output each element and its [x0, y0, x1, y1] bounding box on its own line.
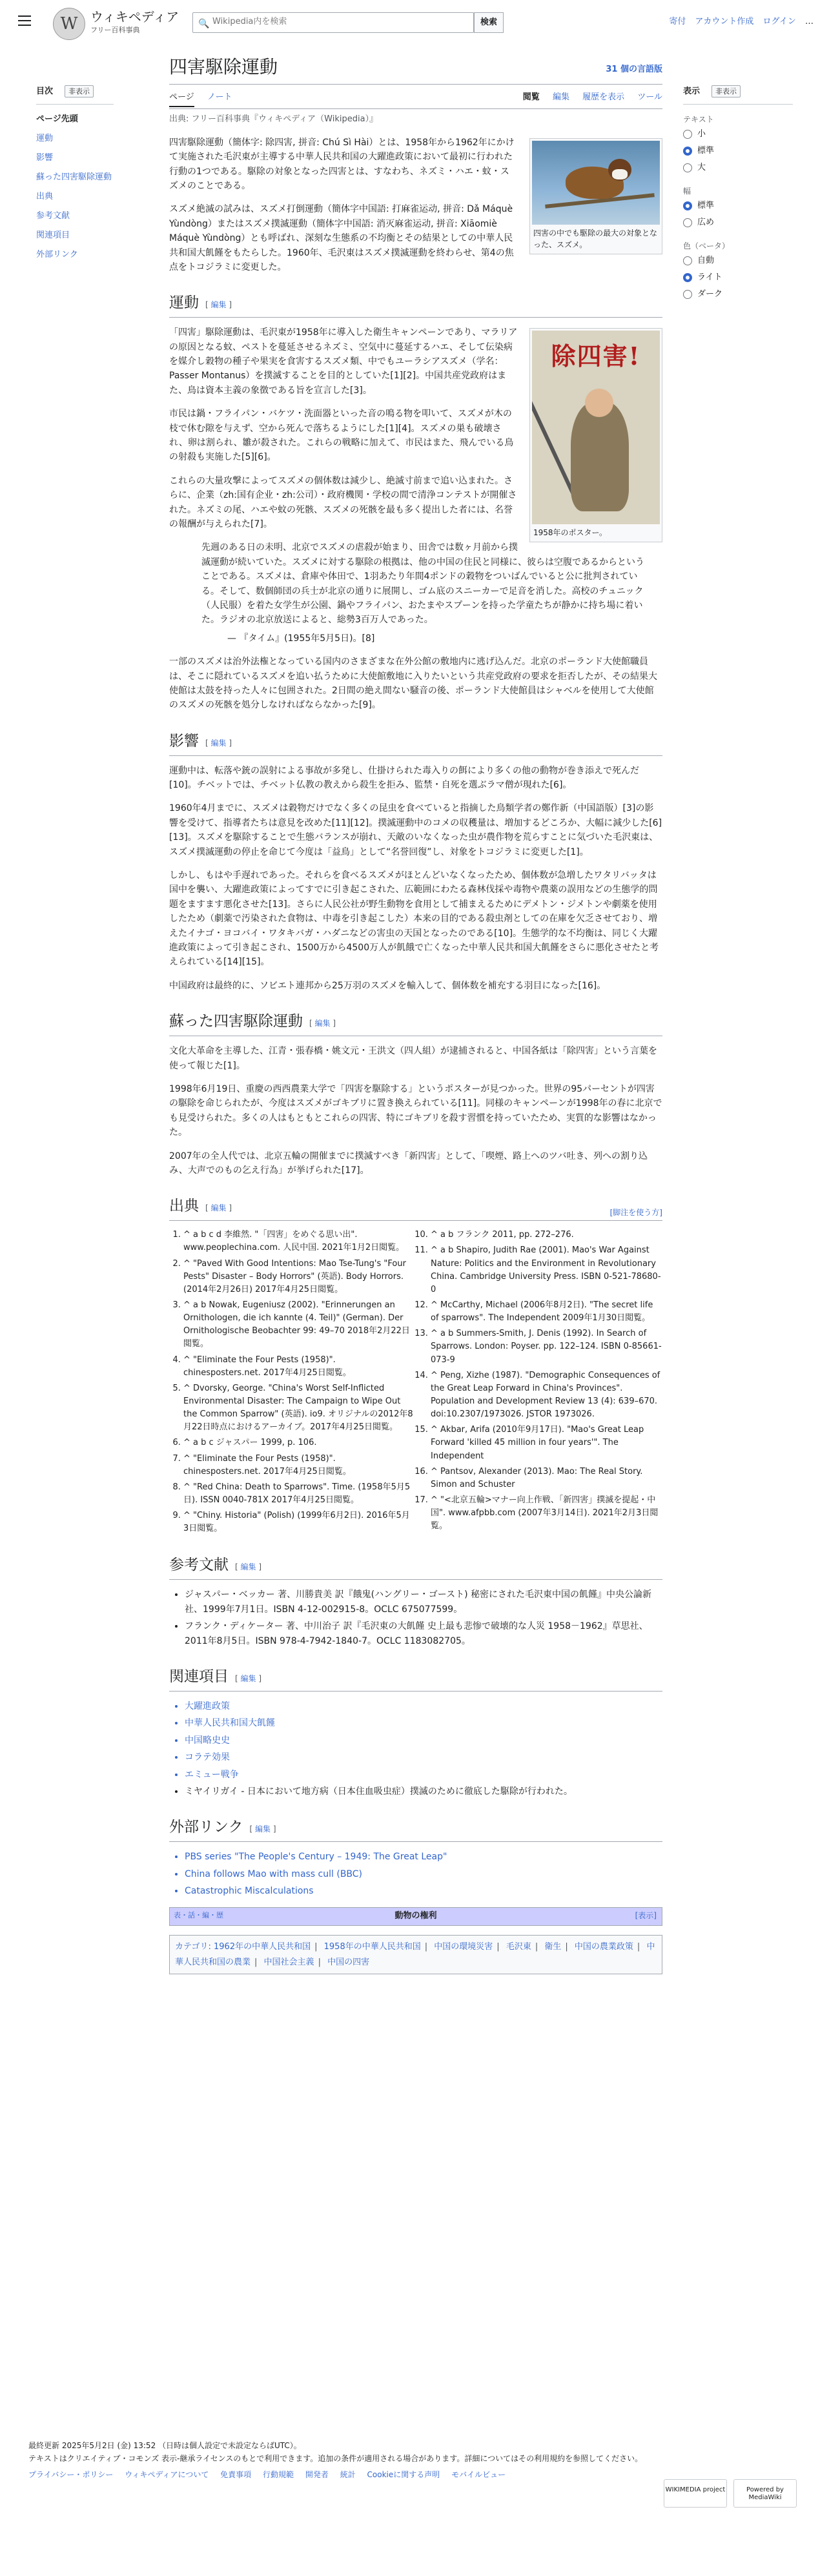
wikimedia-badge[interactable]: WIKIMEDIA project: [664, 2479, 727, 2508]
reference-item[interactable]: 14. ^ Peng, Xizhe (1987). "Demographic Consequences of the Great Leap Forward in China's Provinces". Population and Development Review 13 (4): 639–670. doi:10.2307/1973026. JSTOR 1973026.: [431, 1369, 662, 1422]
external-links-list: [185, 1850, 662, 1898]
footer-link[interactable]: 免責事項: [220, 2469, 252, 2479]
bibliography-list: [185, 1588, 662, 1648]
related-item[interactable]: • エミュー戦争: [185, 1768, 662, 1782]
edit-section-link[interactable]: [ 編集 ]: [250, 1825, 276, 1834]
refs-toggle-link[interactable]: [脚注を使う方]: [609, 1208, 662, 1218]
appearance-panel: [683, 85, 793, 303]
reference-item[interactable]: 17. ^ "<北京五輪>マナー向上作戦、「新四害」撲滅を提起・中国". www.afpbb.com (2007年3月14日). 2021年2月3日閲覧。: [431, 1494, 662, 1533]
footer-link[interactable]: プライバシー・ポリシー: [28, 2469, 114, 2479]
reference-list: [183, 1229, 662, 1537]
section-heading-impact: 影響[ 編集 ]: [169, 731, 662, 756]
category-link[interactable]: 中国社会主義: [263, 1957, 314, 1967]
revived-paragraph-3: 2007年の全人代では、北京五輪の開催までに撲滅すべき「新四害」として、「喫煙、路上へのツバ吐き、列への割り込み、大声でのもの乞え行為」が挙げられた[17]。: [169, 1150, 648, 1176]
poster-caption: 1958年のポスター。: [533, 528, 608, 538]
sparrow-figure: [529, 138, 662, 254]
reference-item[interactable]: 2. ^ "Paved With Good Intentions: Mao Tse-Tung's "Four Pests" Disaster – Body Horrors" (英語). Body Horrors. (2014年2月26日) 2017年4月25日閲覧。: [183, 1258, 415, 1296]
section-heading-campaign: 運動[ 編集 ]: [169, 292, 662, 318]
site-title: ウィキペディア: [90, 9, 179, 25]
toc-title: 目次: [36, 87, 54, 96]
section-heading-revived: 蘇った四害駆除運動[ 編集 ]: [169, 1011, 662, 1036]
footer-link[interactable]: ウィキペディアについて: [125, 2469, 209, 2479]
related-item[interactable]: • ミヤイリガイ - 日本において地方病（日本住血吸虫症）撲滅のために徹底した駆除が行われた。: [185, 1784, 662, 1799]
poster-figure: [529, 328, 662, 542]
radio-icon: [683, 256, 692, 265]
article-content: [169, 54, 662, 1974]
tab-read[interactable]: 閲覧: [522, 92, 540, 102]
category-link[interactable]: 中国の四害: [327, 1957, 370, 1967]
width-standard[interactable]: 標準: [683, 198, 793, 214]
related-list: [185, 1699, 662, 1799]
toc-item-bibliography[interactable]: 参考文献: [36, 210, 70, 221]
edit-section-link[interactable]: [ 編集 ]: [235, 1674, 261, 1683]
radio-selected-icon: [683, 201, 692, 210]
text-size-standard[interactable]: 標準: [683, 143, 793, 159]
reference-item[interactable]: 8. ^ "Red China: Death to Sparrows". Time. (1958年5月5日). ISSN 0040-781X 2017年4月25日閲覧。: [183, 1481, 415, 1507]
source-note: 出典: フリー百科事典『ウィキペディア（Wikipedia）』: [169, 114, 378, 124]
page-title: 四害駆除運動: [169, 54, 662, 85]
intro-paragraph-2: スズメ絶滅の試みは、スズメ打倒運動（簡体字中国語: 打麻雀运动, 拼音: Dǎ Máquè Yùndòng）またはスズメ撲滅運動（簡体字中国語: 消灭麻雀运动, 拼音: Xiāomiè Máquè Yùndòng）とも呼ばれ、深刻な生態系の不均衡とその結果としての中華人民共和国大飢饉をもたらした。1960年、毛沢東はスズメ撲滅運動を終わらせ、第4の焦点をトコジラミに変更した。: [169, 204, 514, 272]
tab-page[interactable]: ページ: [169, 92, 194, 107]
appearance-hide-button[interactable]: 非表示: [711, 85, 741, 97]
search-box: [192, 12, 474, 33]
reference-item[interactable]: 7. ^ "Eliminate the Four Pests (1958)". chinesposters.net. 2017年4月25日閲覧。: [183, 1453, 415, 1478]
language-button[interactable]: 31 個の言語版: [606, 65, 662, 74]
footer-link[interactable]: 行動規範: [263, 2469, 294, 2479]
license-text: テキストはクリエイティブ・コモンズ 表示-継承ライセンスのもとで利用できます。追加の条件が適用される場合があります。詳細についてはその利用規約を参照してください。: [28, 2454, 643, 2464]
category-link[interactable]: 中国の農業政策: [574, 1942, 633, 1952]
wikipedia-globe-logo[interactable]: W: [53, 8, 85, 40]
footer-link[interactable]: Cookieに関する声明: [367, 2469, 440, 2479]
section-heading-bibliography: 参考文献[ 編集 ]: [169, 1555, 662, 1580]
external-link[interactable]: • PBS series "The People's Century – 1949: The Great Leap": [185, 1850, 662, 1864]
site-wordmark[interactable]: [90, 9, 179, 36]
text-size-label: テキスト: [683, 114, 714, 124]
width-label: 幅: [683, 186, 691, 196]
color-label: 色（ベータ）: [683, 241, 730, 251]
edit-section-link[interactable]: [ 編集 ]: [309, 1019, 336, 1028]
page-tabs: [169, 85, 662, 109]
footer-link[interactable]: 統計: [340, 2469, 356, 2479]
radio-selected-icon: [683, 147, 692, 156]
navbox-show-button[interactable]: [表示]: [635, 1911, 657, 1921]
footer-link[interactable]: モバイルビュー: [451, 2469, 506, 2479]
bibliography-item[interactable]: • ジャスパー・ベッカー 著、川勝貴美 訳『餓鬼(ハングリー・ゴースト) 秘密にされた毛沢東中国の飢饉』中央公論新社、1999年7月1日。ISBN 4-12-002915-8。OCLC 675077599。: [185, 1588, 662, 1617]
related-item[interactable]: • 中国略史史: [185, 1733, 662, 1748]
intro-paragraph-1: 四害駆除運動（簡体字: 除四害, 拼音: Chú Sì Hài）とは、1958年から1962年にかけて実施された毛沢東が主導する中華人民共和国の大躍進政策において最初に行われた行動の1つである。駆除の対象となった四害とは、すなわち、ネズミ・ハエ・蚊・スズメのことである。: [169, 137, 515, 191]
category-link[interactable]: 1958年の中華人民共和国: [323, 1942, 421, 1952]
category-link[interactable]: 中国の環境災害: [434, 1942, 493, 1952]
radio-icon: [683, 218, 692, 227]
toc-item-revived[interactable]: 蘇った四害駆除運動: [36, 172, 112, 182]
related-item[interactable]: • 大躍進政策: [185, 1699, 662, 1713]
radio-icon: [683, 163, 692, 172]
category-link[interactable]: 衛生: [544, 1942, 562, 1952]
poster-slogan: 除四害!: [551, 342, 641, 371]
impact-paragraph-4: 中国政府は最終的に、ソビエト連邦から25万羽のスズメを輸入して、個体数を補充する羽目になった[16]。: [169, 980, 606, 991]
edit-section-link[interactable]: [ 編集 ]: [205, 300, 232, 309]
edit-section-link[interactable]: [ 編集 ]: [235, 1562, 261, 1571]
reference-item[interactable]: 13. ^ a b Summers-Smith, J. Denis (1992). In Search of Sparrows. London: Poyser. pp. 122–124. ISBN 0-85661-073-9: [431, 1327, 662, 1366]
tab-tools[interactable]: ツール: [637, 92, 662, 102]
poster-image[interactable]: [532, 331, 660, 524]
footer-link[interactable]: 開発者: [305, 2469, 329, 2479]
campaign-paragraph-1: 「四害」駆除運動は、毛沢東が1958年に導入した衛生キャンペーンであり、マラリアの原因となる蚊、ペストを蔓延させるネズミ、空気中に蔓延するハエ、そして伝染病を媒介し穀物の種子や果実を食害するスズメ類、中でもユーラシアスズメ（学名：Passer Montanus）を撲滅することを目的としていた[1][2]。中国共産党政府はまた、鳥は資本主義の象徴である旨を宣言した[3]。: [169, 327, 518, 396]
radio-selected-icon: [683, 273, 692, 282]
reference-item[interactable]: 6. ^ a b c ジャスパー 1999, p. 106.: [183, 1436, 415, 1449]
appearance-title: 表示: [683, 87, 701, 96]
revived-paragraph-2: 1998年6月19日、重慶の西西農業大学で「四害を駆除する」というポスターが見つかった。世界の95パーセントが四害の駆除を命じられたが、今度はスズメがゴキブリに置き換えられている[11]。同様のキャンペーンが1998年の春に北京でも見受けられた。多くの人はもともとこれらの四害、特にゴキブリを殺す習慣を持っていたため、実質的な影響はなかった。: [169, 1083, 662, 1138]
reference-item[interactable]: 16. ^ Pantsov, Alexander (2013). Mao: The Real Story. Simon and Schuster: [431, 1466, 662, 1491]
navbox-title[interactable]: 動物の権利: [394, 1911, 437, 1921]
section-heading-related: 関連項目[ 編集 ]: [169, 1666, 662, 1692]
toc-hide-button[interactable]: 非表示: [65, 85, 94, 97]
color-dark[interactable]: ダーク: [683, 286, 793, 303]
tab-history[interactable]: 履歴を表示: [582, 92, 625, 102]
radio-icon: [683, 130, 692, 139]
text-size-large[interactable]: 大: [683, 159, 793, 176]
external-link[interactable]: • China follows Mao with mass cull (BBC): [185, 1867, 662, 1881]
tab-talk[interactable]: ノート: [207, 92, 232, 102]
category-box: カテゴリ: 1962年の中華人民共和国 | 1958年の中華人民共和国 | 中国の環境災害 | 毛沢東 | 衛生 | 中国の農業政策 | 中華人民共和国の農業 | 中国社会主義 | 中国の四害: [169, 1935, 662, 1974]
toc-item-related[interactable]: 関連項目: [36, 230, 70, 240]
related-item[interactable]: • 中華人民共和国大飢饉: [185, 1716, 662, 1730]
site-subtitle: フリー百科事典: [90, 26, 140, 34]
campaign-paragraph-3: これらの大量攻撃によってスズメの個体数は減少し、絶滅寸前まで追い込まれた。さらに、企業（zh:国有企业・zh:公司）・政府機関・学校の間で清浄コンテストが開催された。ネズミの尾、ハエや蚊の死骸、スズメの死骸を最も多く提出した者には、名誉の報酬が与えられた[7]。: [169, 475, 517, 529]
table-of-contents: [36, 85, 114, 265]
campaign-paragraph-4: 一部のスズメは治外法権となっている国内のさまざまな在外公館の敷地内に逃げ込んだ。北京のポーランド大使館職員は、そこに隠れているスズメを追い払うために大使館敷地に入りたいという共産党政府の要求を拒否したが、その結果大使館は太鼓を持った人々に包囲された。2日間の絶え間ない騒音の後、ポーランド大使館員はシャベルを使用して大使館のスズメの死骸を処分しなければならなかった[9]。: [169, 657, 657, 711]
quote-text: 先週のある日の未明、北京でスズメの虐殺が始まり、田舎では数ヶ月前から撲滅運動が続いていた。スズメに対する駆除の根拠は、他の中国の住民と同様に、彼らは空腹であるからということである。スズメは、倉庫や体田で、1羽あたり年間4ポンドの穀物をついばんでいると公に批判されている。そして、数個師団の兵士が北京の通りに展開し、ゴム底のスニーカーで足音を消した。高校のチュニック（人民服）を着た女学生が公園、鍋やフライパン、おたまやスプーンを持った学童たちが静かに持ち場に着いた。ラジオの北京放送によると、総勢3百万人であった。: [201, 542, 644, 626]
reference-item[interactable]: 12. ^ McCarthy, Michael (2006年8月2日). "The secret life of sparrows". The Independent 2009年1月30日閲覧。: [431, 1299, 662, 1325]
reference-item[interactable]: 5. ^ Dvorsky, George. "China's Worst Self-Inflicted Environmental Disaster: The Campaign to Wipe Out the Common Sparrow" (英語). io9. オリジナルの2012年8月22日時点におけるアーカイブ。2017年4月25日閲覧。: [183, 1382, 415, 1435]
search-icon: 🔍: [198, 19, 210, 29]
main-menu-icon[interactable]: [18, 15, 31, 26]
toc-item-sources[interactable]: 出典: [36, 191, 54, 201]
sparrow-image[interactable]: [532, 141, 660, 225]
impact-paragraph-1: 運動中は、転落や銃の誤射による事故が多発し、仕掛けられた毒入りの餌により多くの他の動物が巻き添えで死んだ[10]。チベットでは、チベット仏教の教えから殺生を拒み、監禁・自死を選ぶラマ僧が現れた[6]。: [169, 765, 639, 791]
campaign-paragraph-2: 市民は鍋・フライパン・バケツ・洗面器といった音の鳴る物を叩いて、スズメが木の枝で休む隙を与えず、空から死んで落ちるようにした[1][4]。スズメの巣も破壊され、卵は割られ、雛が殺された。これらの戦略に加えて、市民はまた、飛んでいる鳥の射殺も実施した[5][6]。: [169, 409, 514, 463]
tab-edit[interactable]: 編集: [552, 92, 569, 102]
category-link[interactable]: 1962年の中華人民共和国: [214, 1942, 311, 1952]
reference-item[interactable]: 15. ^ Akbar, Arifa (2010年9月17日). "Mao's Great Leap Forward 'killed 45 million in four years'". The Independent: [431, 1424, 662, 1462]
radio-icon: [683, 290, 692, 299]
create-account-link[interactable]: アカウント作成: [695, 17, 754, 26]
revived-paragraph-1: 文化大革命を主導した、江青・張春橋・姚文元・王洪文（四人組）が逮捕されると、中国各紙は「除四害」という言葉を使って報じた[1]。: [169, 1046, 657, 1071]
bibliography-item[interactable]: • フランク・ディケーター 著、中川治子 訳『毛沢東の大飢饉 史上最も悲惨で破壊的な人災 1958－1962』草思社、2011年8月5日。ISBN 978-4-7942-1840-7。OCLC 1183082705。: [185, 1619, 662, 1648]
quote-citation: — 『タイム』(1955年5月5日)。[8]: [227, 633, 375, 644]
page-footer: [28, 2439, 803, 2481]
toc-item-top[interactable]: ページ先頭: [36, 114, 78, 124]
login-link[interactable]: ログイン: [762, 17, 796, 26]
edit-section-link[interactable]: [ 編集 ]: [205, 739, 232, 748]
search-input[interactable]: [212, 17, 432, 26]
reference-item[interactable]: 1. ^ a b c d 李維然. "「四害」をめぐる思い出". www.peoplechina.com. 人民中国. 2021年1月2日閲覧。: [183, 1229, 415, 1254]
color-light[interactable]: ライト: [683, 269, 793, 286]
categories-label[interactable]: カテゴリ:: [175, 1942, 211, 1952]
search-button[interactable]: 検索: [474, 12, 504, 33]
category-link[interactable]: 中華人民共和国の農業: [175, 1942, 655, 1967]
section-heading-external: 外部リンク[ 編集 ]: [169, 1817, 662, 1842]
toc-item-campaign[interactable]: 運動: [36, 133, 54, 143]
time-quote: [189, 540, 662, 646]
reference-item[interactable]: 9. ^ "Chiny. Historia" (Polish) (1999年6月2日). 2016年5月3日閲覧。: [183, 1509, 415, 1535]
reference-item[interactable]: 10. ^ a b フランク 2011, pp. 272–276.: [431, 1229, 662, 1242]
section-heading-sources: 出典[ 編集 ] [脚注を使う方]: [169, 1196, 662, 1221]
toc-item-external[interactable]: 外部リンク: [36, 249, 78, 260]
width-wide[interactable]: 広め: [683, 214, 793, 231]
impact-paragraph-2: 1960年4月までに、スズメは穀物だけでなく多くの昆虫を食べていると指摘した鳥類学者の鄭作新（中国語版）[3]の影響を受けて、指導者たちは意見を改めた[11][12]。撲滅運動中のコメの収穫量は、増加するどころか、大幅に減少した[6][13]。スズメを駆除することで生態バランスが崩れ、天敵のいなくなった虫が農作物を荒らすことに気づいた毛沢東は、スズメ撲滅運動の停止を命じて今度は「益鳥」として“名誉回復”し、対象をトコジラミに変更した[1]。: [169, 803, 662, 857]
reference-item[interactable]: 11. ^ a b Shapiro, Judith Rae (2001). Mao's War Against Nature: Politics and the Environment in Revolutionary China. Cambridge University Press. ISBN 0-521-78680-0: [431, 1244, 662, 1296]
category-link[interactable]: 毛沢東: [506, 1942, 531, 1952]
donate-link[interactable]: 寄付: [669, 17, 686, 26]
impact-paragraph-3: しかし、もはや手遅れであった。それらを食べるスズメがほとんどいなくなったため、個体数が急増したワタリバッタは国中を襲い、大躍進政策によってすでに引き起こされた、広範囲にわたる森林伐採や毒物や農薬の誤用などの生態学的問題をますます悪化させた[13]。さらに人民公社が野生動物を食用として捕まえるためにデメトン・ジメトンや劇薬を使用したため（劇薬で汚染された食物は、中毒を引き起こした）本来の目的である殺虫剤としての在庫を欠乏させており、増えたイナゴ・ヨコバイ・ワタキバガ・ハダニなどの害虫の天国となったのである[10]。生態学的な不均衡は、同じく大躍進政策によって引き起こされ、1500万から4500万人が飢餓で亡くなった中華人民共和国大飢饉をさらに悪化させたと考えられている[14][15]。: [169, 870, 659, 968]
toc-item-impact[interactable]: 影響: [36, 152, 54, 163]
color-auto[interactable]: 自動: [683, 252, 793, 269]
text-size-small[interactable]: 小: [683, 126, 793, 143]
reference-item[interactable]: 3. ^ a b Nowak, Eugeniusz (2002). "Erinnerungen an Ornithologen, die ich kannte (4. Teil)" (German). Der Ornithologische Beobachter 99: 49–70 2018年2月22日閲覧。: [183, 1299, 415, 1351]
sparrow-caption: 四害の中でも駆除の最大の対象となった、スズメ。: [533, 228, 658, 249]
reference-item[interactable]: 4. ^ "Eliminate the Four Pests (1958)". chinesposters.net. 2017年4月25日閲覧。: [183, 1354, 415, 1380]
mediawiki-badge[interactable]: Powered by MediaWiki: [733, 2479, 797, 2508]
external-link[interactable]: • Catastrophic Miscalculations: [185, 1884, 662, 1898]
more-options-icon[interactable]: …: [805, 17, 814, 26]
navbox-vte-links[interactable]: 表・話・編・歴: [174, 1911, 223, 1920]
navbox-animal-rights: [169, 1907, 662, 1926]
last-modified: 最終更新 2025年5月2日 (金) 13:52 （日時は個人設定で未設定ならばUTC）。: [28, 2441, 302, 2450]
user-links: [662, 15, 814, 29]
site-header: [0, 0, 829, 45]
edit-section-link[interactable]: [ 編集 ]: [205, 1203, 232, 1212]
related-item[interactable]: • コラテ効果: [185, 1750, 662, 1764]
